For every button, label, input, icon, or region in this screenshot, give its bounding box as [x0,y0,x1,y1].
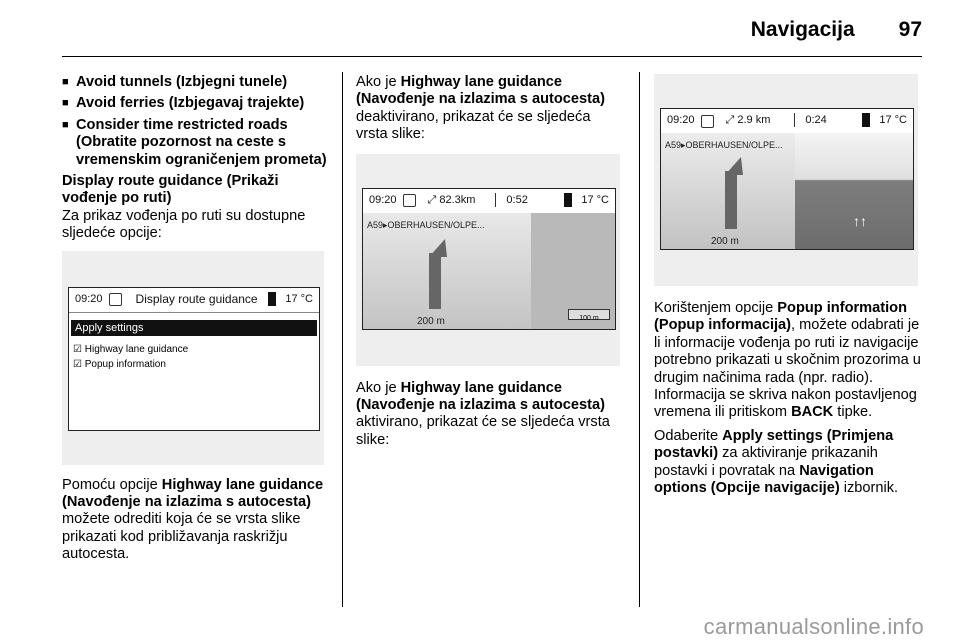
lane-guidance-screenshot [654,74,918,286]
chapter-title: Navigacija [750,18,855,41]
column-3: 09:20 ⤢ 2.9 km 0:24 17 °C A59▸OBERHAUSEN/OLPE... 200 m ↑↑ Korištenjem opcije Popup information (Popup informacija), možete odabrati je li informacije vođenja po ruti iz navigacije potrebno prikazati u skočnim prozorima u drugim načinima rada (npr. radio). Informacija se skriva nakon postavljenog vremena ili pritiskom BACK tipke. Odaberite Apply settings (Primjena postavki) za aktiviranje prikazanih postavki i povratak na Navigation options (Opcije navigacije) izbornik. [654,74,924,503]
turn-distance: 200 m [417,315,445,327]
section-heading: Display route guidance (Prikaži vođenje po ruti) [62,173,279,207]
map-scale: 100 m [568,309,610,320]
list-item: ■ Avoid ferries (Izbjegavaj trajekte) [62,95,330,112]
highway-lane-option[interactable]: ☑ Highway lane guidance [73,343,189,355]
thermometer-icon [862,113,870,127]
map-screenshot-deactivated [356,154,620,366]
screen-title: Display route guidance [135,291,258,306]
lane-view [795,133,913,249]
clock-text: 09:20 [75,292,103,305]
page-header [751,18,922,42]
lane-arrows-icon: ↑↑ [853,213,867,229]
turn-arrow-icon [429,253,441,309]
list-item: ■ Avoid tunnels (Izbjegni tunele) [62,74,330,91]
paragraph: Za prikaz vođenja po ruti su dostupne sljedeće opcije: [62,207,306,242]
status-bar: 09:20 ⤢ 82.3km 0:52 17 °C [363,189,615,214]
option-list [62,74,330,169]
status-bar: 09:20 ⤢ 2.9 km 0:24 17 °C [661,109,913,134]
clock-icon [701,115,714,128]
turn-distance: 200 m [711,236,739,247]
clock-icon [403,194,416,207]
road-name: A59▸OBERHAUSEN/OLPE... [367,219,485,230]
temperature: 17 °C [285,292,313,305]
settings-screenshot [62,251,324,465]
settings-screen [68,287,320,431]
column-1: ■ Avoid tunnels (Izbjegni tunele) ■ Avoid ferries (Izbjegavaj trajekte) ■ Consider time restricted roads (Obratite pozornost na ceste s vremenskim ograničenjem prometa) Display route guidance (Prikaži vođenje po ruti) Za prikaz vođenja po ruti su dostupne sljedeće opcije: 09:20 Display route guidance 17 °C Apply settings ☑ Highway lane guidance ☑ Popup information Pomoću opcije Highway lane guidance (Navođenje na izlazima s autocesta) možete odrediti koja će se vrsta slike prikazati kod približavanja raskrižju autocesta. [62,74,330,570]
watermark: carmanualsonline.info [703,614,924,639]
status-bar [69,288,319,313]
lane-screen [660,108,914,250]
road-name: A59▸OBERHAUSEN/OLPE... [665,140,783,150]
column-divider-2 [639,72,640,607]
turn-arrow-icon [725,171,737,229]
thermometer-icon [268,292,276,306]
column-2: Ako je Highway lane guidance (Navođenje na izlazima s autocesta) deaktivirano, prikazat će se sljedeća vrsta slike: 09:20 ⤢ 82.3km 0:52 17 °C A59▸OBERHAUSEN/OLPE... 200 m 100 m Ako je Highway lane guidance (Navođenje na izlazima s autocesta) aktivirano, prikazat će se sljedeća vrsta slike: [356,74,626,455]
page-number: 97 [898,18,922,41]
apply-settings-item[interactable]: Apply settings [71,320,317,336]
thermometer-icon [564,193,572,207]
header-rule [62,56,922,57]
popup-info-option[interactable]: ☑ Popup information [73,358,166,370]
distance-icon: ⤢ [427,193,437,206]
clock-icon [109,293,122,306]
map-screen [362,188,616,330]
list-item: ■ Consider time restricted roads (Obratite pozornost na ceste s vremenskim ograničenjem prometa) [62,117,330,169]
distance-icon: ⤢ [725,114,735,127]
column-divider-1 [342,72,343,607]
